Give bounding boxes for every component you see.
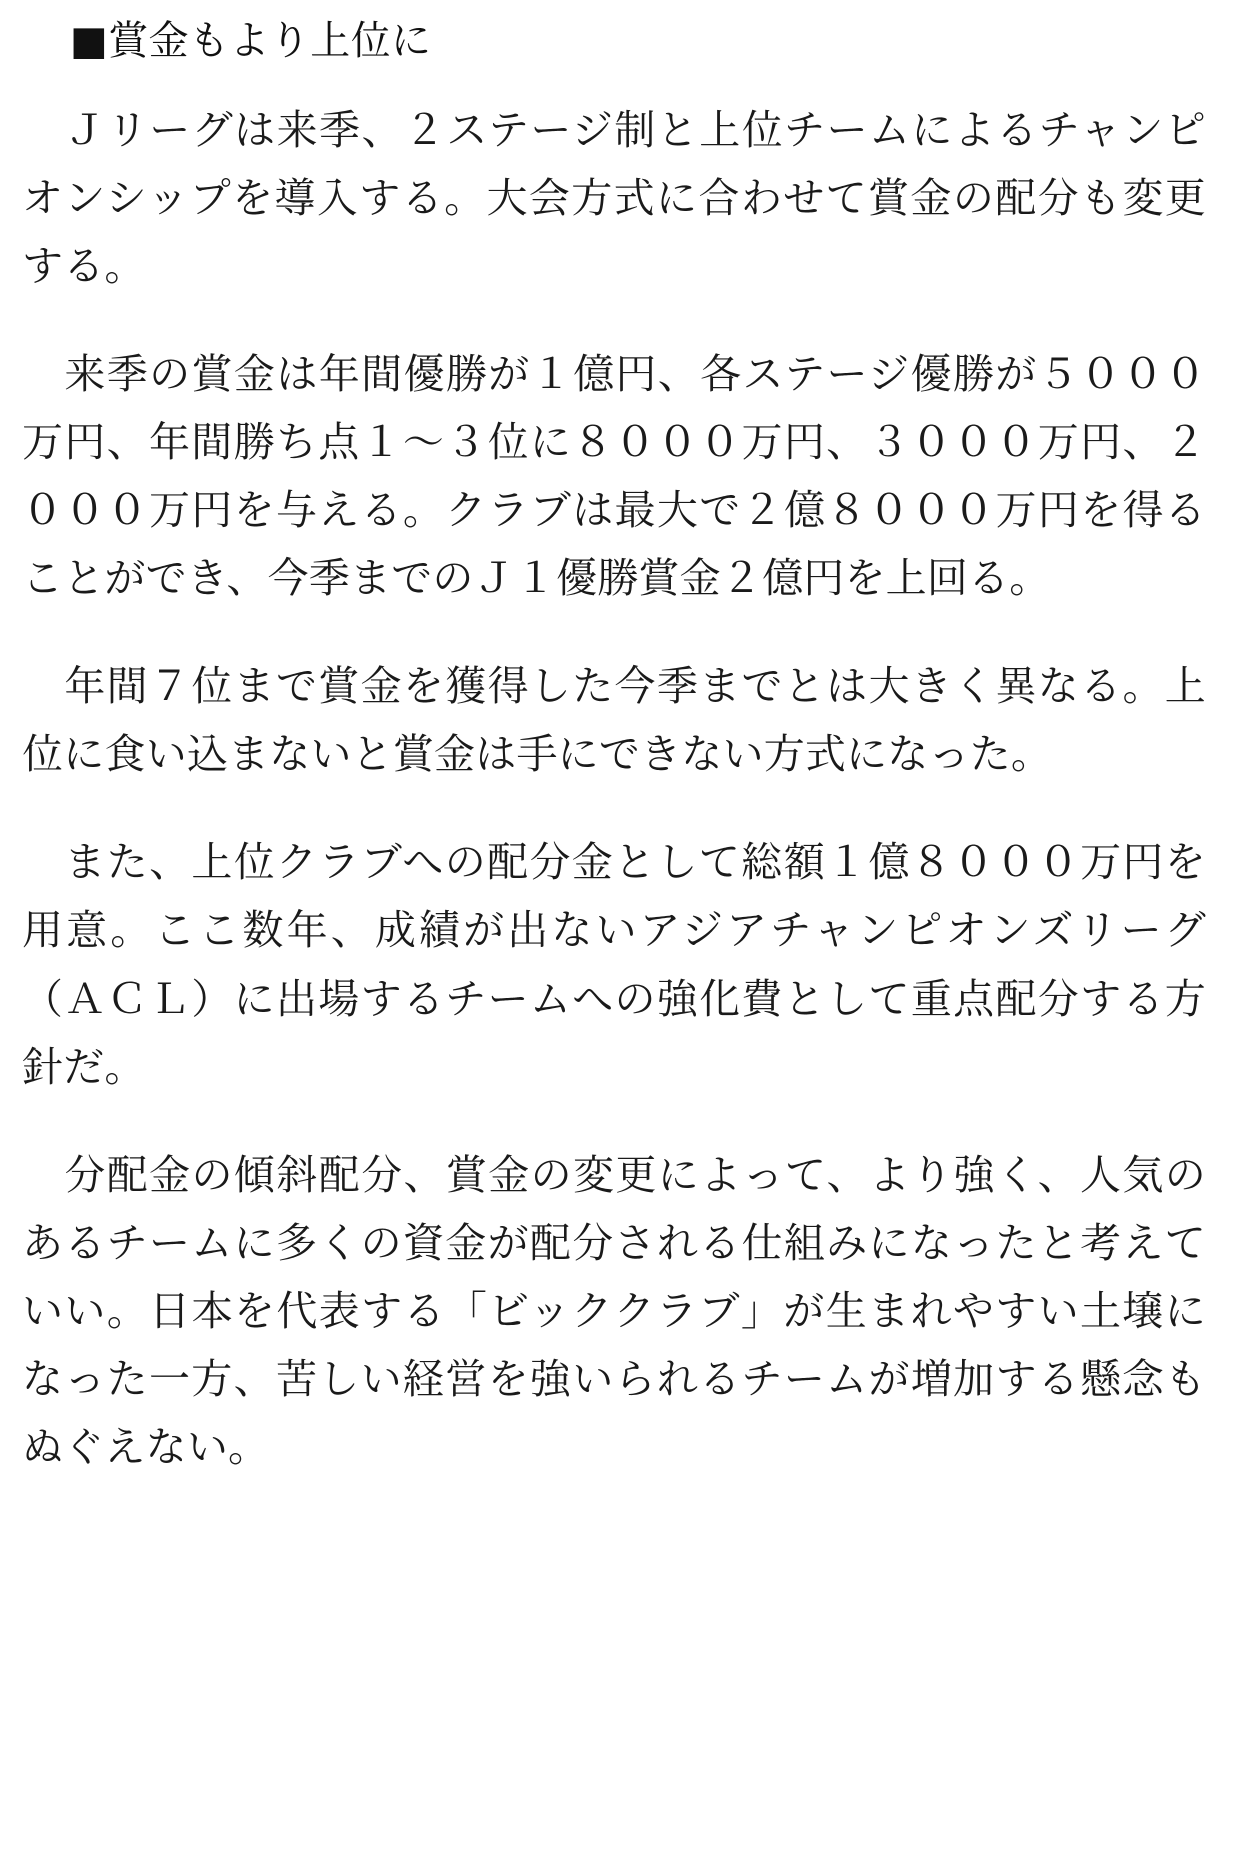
article-paragraph: Ｊリーグは来季、２ステージ制と上位チームによるチャンピオンシップを導入する。大会方式に合わせて賞金の配分も変更する。 [22,106,1206,291]
article-paragraph: また、上位クラブへの配分金として総額１億８０００万円を用意。ここ数年、成績が出ないアジアチャンピオンズリーグ（ＡＣＬ）に出場するチームへの強化費として重点配分する方針だ。 [22,838,1206,1091]
article-subheading: ■賞金もより上位に [70,18,432,64]
article-paragraph: 分配金の傾斜配分、賞金の変更によって、より強く、人気のあるチームに多くの資金が配分される仕組みになったと考えていい。日本を代表する「ビッククラブ」が生まれやすい土壌になった一方、苦しい経営を強いられるチームが増加する懸念もぬぐえない。 [22,1150,1206,1471]
article-paragraph: 年間７位まで賞金を獲得した今季までとは大きく異なる。上位に食い込まないと賞金は手にできない方式になった。 [22,662,1206,779]
article-paragraph: 来季の賞金は年間優勝が１億円、各ステージ優勝が５０００万円、年間勝ち点１〜３位に８０００万円、３０００万円、２０００万円を与える。クラブは最大で２億８０００万円を得ることができ、今季までのＪ１優勝賞金２億円を上回る。 [22,350,1206,603]
